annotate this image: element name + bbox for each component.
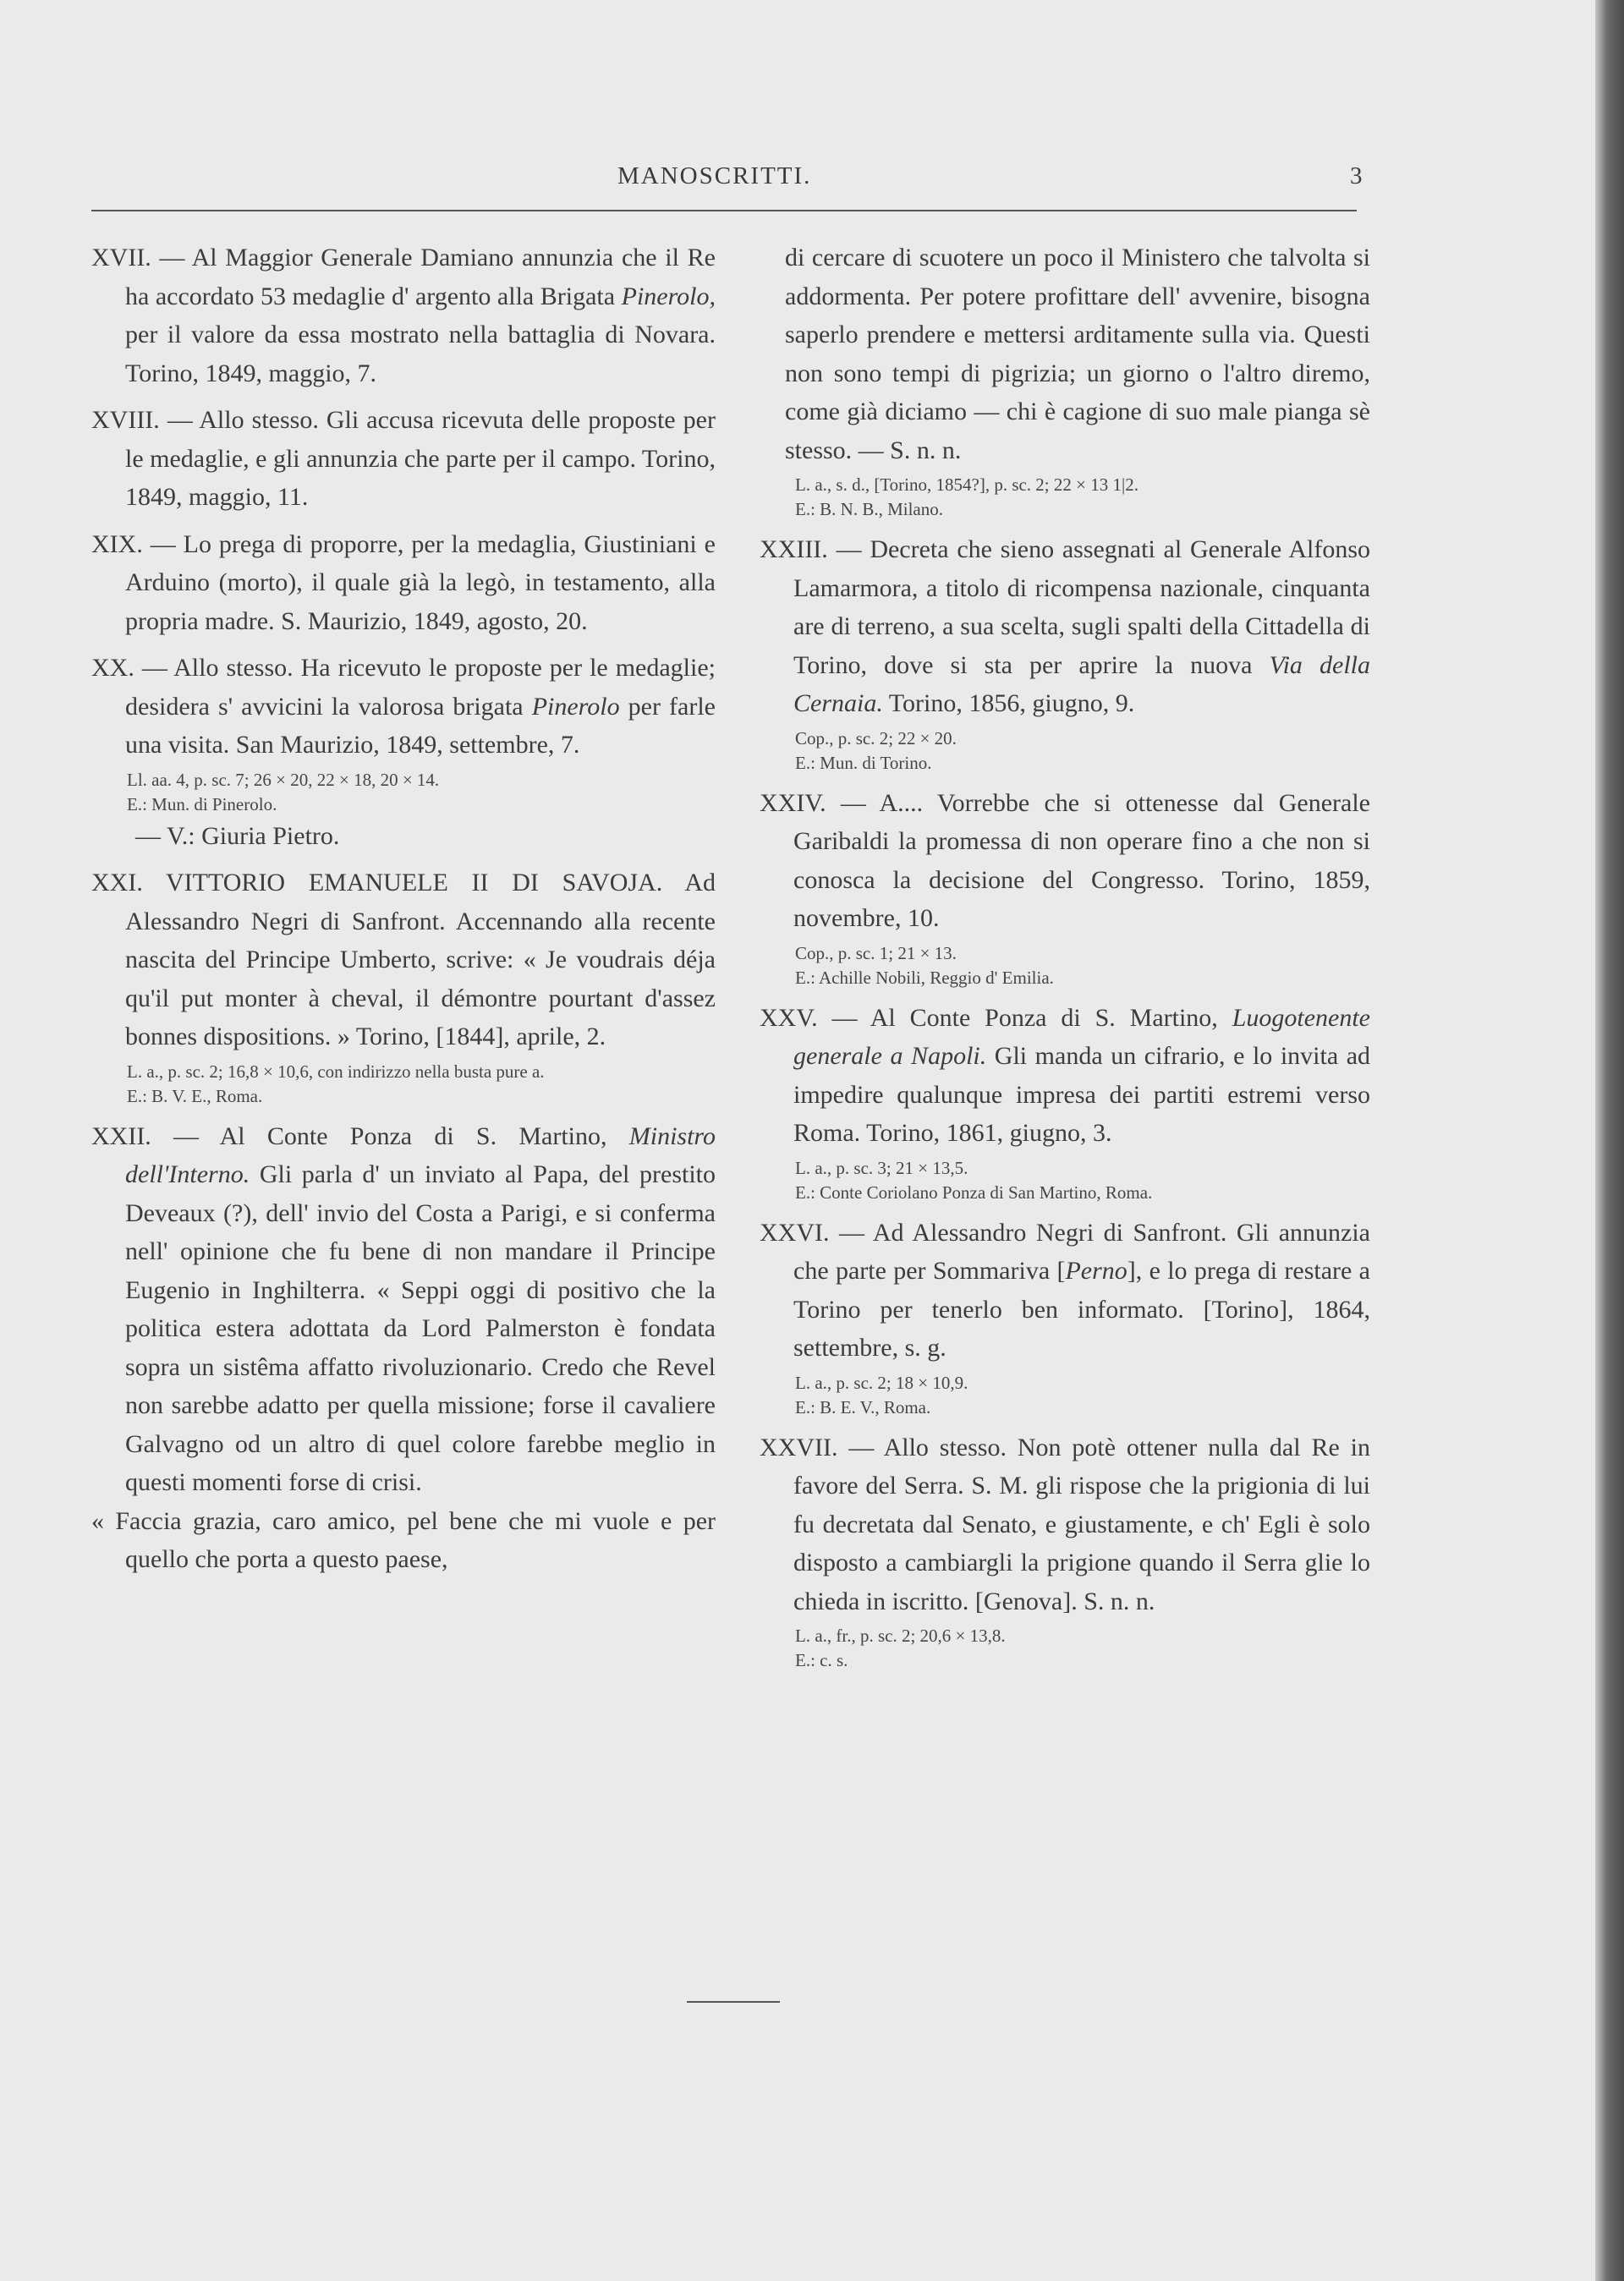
physical-description: Ll. aa. 4, p. sc. 7; 26 × 20, 22 × 18, 20 × 14.: [127, 769, 440, 790]
physical-description: L. a., p. sc. 2; 16,8 × 10,6, con indirizzo nella busta pure a.: [127, 1061, 545, 1082]
owner-note: E.: Mun. di Torino.: [795, 752, 932, 773]
physical-description: L. a., s. d., [Torino, 1854?], p. sc. 2; 22 × 13 1|2.: [795, 474, 1138, 495]
owner-note: E.: Mun. di Pinerolo.: [127, 793, 277, 814]
entry-xxvi: [760, 1214, 1370, 1420]
entry-text: XVIII. — Allo stesso. Gli accusa ricevuta delle proposte per le medaglie, e gli annunzia che parte per il campo. Torino, 1849, maggio, 11.: [91, 406, 716, 511]
left-column: [91, 239, 716, 1587]
page-number: 3: [1350, 162, 1363, 189]
entry-source-note: [91, 1060, 716, 1109]
right-column: [760, 239, 1370, 1681]
owner-note: E.: Achille Nobili, Reggio d' Emilia.: [795, 967, 1054, 988]
physical-description: L. a., p. sc. 2; 18 × 10,9.: [795, 1372, 968, 1393]
owner-note: E.: c. s.: [795, 1650, 848, 1670]
physical-description: Cop., p. sc. 1; 21 × 13.: [795, 942, 957, 963]
entry-xx: [91, 649, 716, 855]
entry-source-note: [760, 1156, 1370, 1205]
owner-note: E.: Conte Coriolano Ponza di San Martino, Roma.: [795, 1182, 1153, 1203]
running-title: MANOSCRITTI.: [617, 162, 812, 189]
entry-source-note: [760, 1624, 1370, 1673]
entry-xix: [91, 525, 716, 641]
entry-xxvii: [760, 1428, 1370, 1674]
entry-source-note: [760, 727, 1370, 776]
entry-source-note: [760, 1371, 1370, 1420]
entry-xvii: [91, 239, 716, 392]
entry-text: XIX. — Lo prega di proporre, per la medaglia, Giustiniani e Arduino (morto), il quale già la legò, in testamento, alla propria madre. S. Maurizio, 1849, agosto, 20.: [91, 529, 716, 635]
entry-xxii: [91, 1117, 716, 1579]
header-rule: [91, 210, 1357, 211]
entry-text: XXIII. — Decreta che sieno assegnati al Generale Alfonso Lamarmora, a titolo di ricompensa nazionale, cinquanta are di terreno, a sua scelta, sugli spalti della Cittadella di Torino, dove si sta per aprire la nuova Via della Cernaia. Torino, 1856, giugno, 9.: [760, 535, 1370, 717]
see-also-reference: — V.: Giuria Pietro.: [135, 821, 340, 850]
entry-xxiii: [760, 530, 1370, 776]
entry-text: XXI. VITTORIO EMANUELE II DI SAVOJA. Ad Alessandro Negri di Sanfront. Accennando alla recente nascita del Principe Umberto, scrive: « Je voudrais déja qu'il put monter à cheval, il démontre pourtant d'assez bonnes dispositions. » Torino, [1844], aprile, 2.: [91, 869, 716, 1050]
entry-text: XXVII. — Allo stesso. Non potè ottener nulla dal Re in favore del Serra. S. M. gli rispose che la prigionia di lui fu decretata dal Senato, e giustamente, e ch' Egli è solo disposto a cambiargli la prigione quando il Serra glie lo chieda in iscritto. [Genova]. S. n. n.: [760, 1433, 1370, 1615]
entry-quote-paragraph: « Faccia grazia, caro amico, pel bene che mi vuole e per quello che porta a questo paese,: [91, 1506, 716, 1573]
closing-rule: [687, 2001, 780, 2003]
entry-text: XXII. — Al Conte Ponza di S. Martino, Ministro dell'Interno. Gli parla d' un inviato al Papa, del prestito Deveaux (?), dell' invio del Costa a Parigi, e si conferma nell' opinione che fu bene di non mandare il Principe Eugenio in Inghilterra. « Seppi oggi di positivo che la politica estera adottata da Lord Palmerston è fondata sopra un sistêma affatto rivoluzionario. Credo che Revel non sarebbe adatto per quella missione; forse il cavaliere Galvagno od un altro di quel colore farebbe meglio in questi momenti forse di crisi.: [91, 1121, 716, 1496]
entry-text: XXV. — Al Conte Ponza di S. Martino, Luogotenente generale a Napoli. Gli manda un cifrario, e lo invita ad impedire qualunque impresa dei partiti estremi verso Roma. Torino, 1861, giugno, 3.: [760, 1003, 1371, 1147]
entry-text: XXVI. — Ad Alessandro Negri di Sanfront. Gli annunzia che parte per Sommariva [Perno], e lo prega di restare a Torino per tenerlo ben informato. [Torino], 1864, settembre, s. g.: [760, 1218, 1370, 1362]
entry-xviii: [91, 401, 716, 517]
owner-note: E.: B. N. B., Milano.: [795, 499, 944, 519]
entry-source-note: [760, 941, 1370, 990]
page-edge-shadow: [1595, 0, 1624, 2281]
entry-xxiv: [760, 784, 1370, 990]
physical-description: L. a., fr., p. sc. 2; 20,6 × 13,8.: [795, 1626, 1006, 1646]
entry-text: XVII. — Al Maggior Generale Damiano annunzia che il Re ha accordato 53 medaglie d' argento alla Brigata Pinerolo, per il valore da essa mostrato nella battaglia di Novara. Torino, 1849, maggio, 7.: [91, 244, 716, 387]
physical-description: L. a., p. sc. 3; 21 × 13,5.: [795, 1157, 968, 1178]
entry-source-note: [91, 768, 716, 817]
entry-xxii-continued: [760, 239, 1370, 522]
entry-text: XXIV. — A.... Vorrebbe che si ottenesse dal Generale Garibaldi la promessa di non operare fino a che non si conosca la decisione del Congresso. Torino, 1859, novembre, 10.: [760, 788, 1370, 932]
owner-note: E.: B. E. V., Roma.: [795, 1396, 931, 1417]
entry-xxi: [91, 864, 716, 1109]
entry-source-note: [760, 473, 1370, 522]
physical-description: Cop., p. sc. 2; 22 × 20.: [795, 727, 957, 748]
entry-text: XX. — Allo stesso. Ha ricevuto le proposte per le medaglie; desidera s' avvicini la valorosa brigata Pinerolo per farle una visita. San Maurizio, 1849, settembre, 7.: [91, 654, 716, 759]
entry-xxv: [760, 999, 1370, 1205]
owner-note: E.: B. V. E., Roma.: [127, 1085, 263, 1106]
entry-text: di cercare di scuotere un poco il Ministero che talvolta si addormenta. Per potere profittare dell' avvenire, bisogna saperlo prendere e mettersi arditamente sulla via. Questi non sono tempi di pigrizia; un giorno o l'altro diremo, come già diciamo — chi è cagione di suo male pianga sè stesso. — S. n. n.: [785, 244, 1370, 464]
